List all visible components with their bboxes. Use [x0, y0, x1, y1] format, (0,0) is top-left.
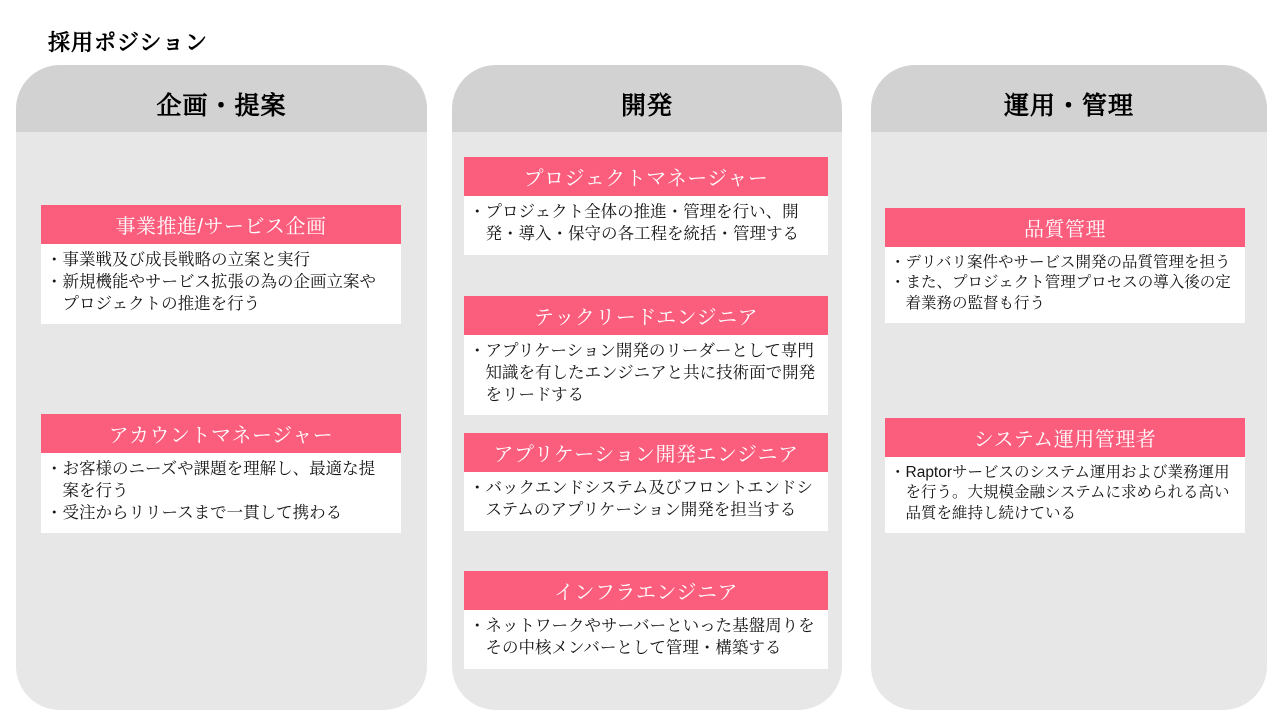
column-operation-management	[871, 65, 1267, 710]
column-planning-proposal-title: 企画・提案	[156, 91, 287, 120]
bullet-item: ・新規機能やサービス拡張の為の企画立案やプロジェクトの推進を行う	[46, 272, 376, 313]
column-operation-management-title: 運用・管理	[1003, 91, 1134, 120]
column-planning-proposal	[16, 65, 427, 710]
bullet-item: ・お客様のニーズや課題を理解し、最適な提案を行う	[46, 460, 376, 500]
card-infrastructure-engineer	[464, 571, 828, 669]
page-title: 採用ポジション	[48, 30, 209, 55]
card-title-business-promotion: 事業推進/サービス企画	[41, 205, 401, 244]
card-body-infrastructure-engineer	[464, 610, 828, 669]
bullet-item: ・Raptorサービスのシステム運用および業務運用を行う。大規模金融システムに求められる高い品質を維持し続けている	[890, 464, 1230, 522]
card-title-tech-lead-engineer: テックリードエンジニア	[464, 296, 828, 335]
card-body-quality-management	[885, 247, 1245, 323]
bullet-item: ・プロジェクト全体の推進・管理を行い、開発・導入・保守の各工程を統括・管理する	[469, 203, 799, 243]
card-business-promotion-service-planning	[41, 205, 401, 324]
card-system-operation-manager	[885, 418, 1245, 533]
card-body-system-operation-manager	[885, 457, 1245, 533]
card-title-infrastructure-engineer: インフラエンジニア	[464, 571, 828, 610]
card-title-quality-management: 品質管理	[885, 208, 1245, 247]
card-body-tech-lead-engineer	[464, 335, 828, 415]
column-operation-management-header	[871, 65, 1267, 132]
card-body-business-promotion	[41, 244, 401, 324]
card-project-manager	[464, 157, 828, 255]
bullet-item: ・受注からリリースまで一貫して携わる	[46, 503, 343, 522]
card-title-project-manager: プロジェクトマネージャー	[464, 157, 828, 196]
column-development-header	[452, 65, 842, 132]
bullet-item: ・また、プロジェクト管理プロセスの導入後の定着業務の監督も行う	[890, 274, 1231, 312]
column-development-title: 開発	[620, 91, 673, 120]
card-title-system-operation-manager: システム運用管理者	[885, 418, 1245, 457]
bullet-item: ・アプリケーション開発のリーダーとして専門知識を有したエンジニアと共に技術面で開発をリードする	[469, 342, 816, 404]
column-development	[452, 65, 842, 710]
card-title-account-manager: アカウントマネージャー	[41, 414, 401, 453]
card-title-application-development-engineer: アプリケーション開発エンジニア	[464, 433, 828, 472]
card-application-development-engineer	[464, 433, 828, 531]
bullet-item: ・事業戦及び成長戦略の立案と実行	[46, 251, 310, 269]
bullet-item: ・デリバリ案件やサービス開発の品質管理を担う	[890, 254, 1231, 271]
bullet-item: ・バックエンドシステム及びフロントエンドシステムのアプリケーション開発を担当する	[469, 479, 813, 519]
column-planning-proposal-header	[16, 65, 427, 132]
card-account-manager	[41, 414, 401, 533]
bullet-item: ・ネットワークやサーバーといった基盤周りをその中核メンバーとして管理・構築する	[469, 617, 815, 657]
card-tech-lead-engineer	[464, 296, 828, 415]
card-body-account-manager	[41, 453, 401, 533]
card-body-project-manager	[464, 196, 828, 255]
card-quality-management	[885, 208, 1245, 323]
card-body-application-development-engineer	[464, 472, 828, 531]
